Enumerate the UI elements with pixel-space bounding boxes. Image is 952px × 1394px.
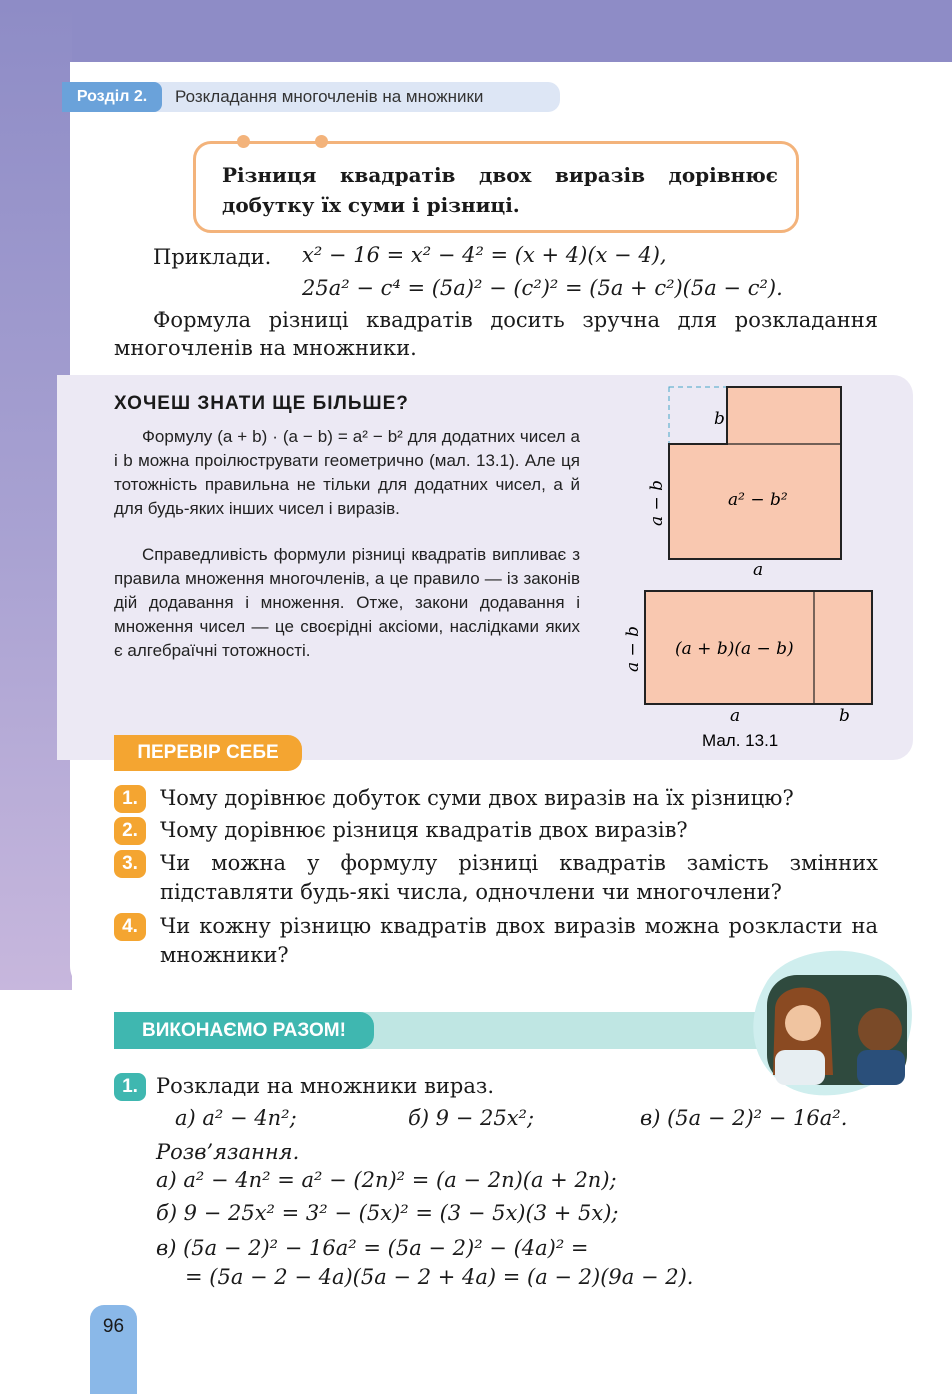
label-top-area: a² − b² xyxy=(728,490,788,510)
solution-c-line-2: = (5a − 2 − 4a)(5a − 2 + 4a) = (a − 2)(9a − 2). xyxy=(185,1265,694,1289)
solution-b: б) 9 − 25x² = 3² − (5x)² = (3 − 5x)(3 + 5x); xyxy=(156,1201,619,1225)
task-c: в) (5a − 2)² − 16a². xyxy=(640,1106,848,1130)
boy-head xyxy=(858,1008,902,1052)
task-a: а) a² − 4n²; xyxy=(175,1106,297,1130)
question-3: Чи можна у формулу різниці квадратів замість змінних підставляти будь-які числа, одночлени чи многочлени? xyxy=(160,851,878,904)
solution-a: а) a² − 4n² = a² − (2n)² = (a − 2n)(a + 2n); xyxy=(156,1168,617,1192)
section-tag: Розділ 2. xyxy=(62,82,162,112)
top-diagram xyxy=(647,387,841,580)
question-4: Чи кожну різницю квадратів двох виразів можна розкласти на множники? xyxy=(160,914,878,967)
note-paragraph: Формула різниці квадратів досить зручна для розкладання многочленів на множники. xyxy=(114,308,878,360)
label-top-b: b xyxy=(714,409,725,429)
girl-face-front xyxy=(785,1005,821,1041)
label-bottom-b: b xyxy=(839,706,850,726)
figure-13-1 xyxy=(610,380,900,750)
rule-text: Різниця квадратів двох виразів дорівнює добутку їх суми і різниці. xyxy=(222,163,778,217)
task-text: Розклади на множники вираз. xyxy=(156,1074,494,1098)
solution-label: Розв’язання. xyxy=(156,1140,300,1164)
example-line-2: 25a² − c⁴ = (5a)² − (c²)² = (5a + c²)(5a − c²). xyxy=(302,276,783,300)
label-top-bottom: a xyxy=(753,560,764,580)
question-1: Чому дорівнює добуток суми двох виразів на їх різницю? xyxy=(160,786,794,810)
task-number: 1. xyxy=(114,1073,146,1101)
solution-c-line-1: в) (5a − 2)² − 16a² = (5a − 2)² − (4a)² = xyxy=(156,1236,589,1260)
label-bottom-a: a xyxy=(730,706,741,726)
label-bottom-area: (a + b)(a − b) xyxy=(675,639,794,659)
examples-label: Приклади. xyxy=(153,245,272,269)
label-bottom-side: a − b xyxy=(623,625,643,672)
girl-shirt xyxy=(775,1050,825,1085)
page-number: 96 xyxy=(102,1316,125,1337)
together-title: ВИКОНАЄМО РАЗОМ! xyxy=(114,1012,374,1049)
bottom-diagram xyxy=(623,591,872,726)
check-title: ПЕРЕВІР СЕБЕ xyxy=(114,735,302,771)
know-more-title: ХОЧЕШ ЗНАТИ ЩЕ БІЛЬШЕ? xyxy=(114,393,409,414)
example-line-1: x² − 16 = x² − 4² = (x + 4)(x − 4), xyxy=(302,243,667,267)
know-more-paragraph-2: Справедливість формули різниці квадратів випливає з правила множення многочленів, а це правило — із законів дій додавання і множення. Отже, закони додавання і множення чисел — це своєрідні аксіоми, наслідками яких є алгебраїчні тотожності. xyxy=(114,545,580,660)
question-number: 2. xyxy=(114,817,146,845)
decor-dot xyxy=(315,135,328,148)
top-banner xyxy=(0,0,952,62)
label-top-side: a − b xyxy=(647,479,667,526)
figure-caption: Мал. 13.1 xyxy=(702,731,779,750)
top-shape xyxy=(669,387,841,559)
question-2: Чому дорівнює різниця квадратів двох виразів? xyxy=(160,818,688,842)
section-title: Розкладання многочленів на множники xyxy=(175,87,484,106)
task-b: б) 9 − 25x²; xyxy=(408,1106,535,1130)
question-number: 3. xyxy=(114,850,146,878)
question-number: 1. xyxy=(114,785,146,813)
students-illustration xyxy=(745,945,915,1105)
decor-dot xyxy=(237,135,250,148)
question-number: 4. xyxy=(114,913,146,941)
know-more-paragraph-1: Формулу (a + b) · (a − b) = a² − b² для додатних чисел a і b можна проілюструвати геометрично (мал. 13.1). Але ця тотожність правильна не тільки для додатних чисел, а й для будь-яких інших чисел і виразів. xyxy=(114,427,580,518)
boy-shirt xyxy=(857,1050,905,1085)
